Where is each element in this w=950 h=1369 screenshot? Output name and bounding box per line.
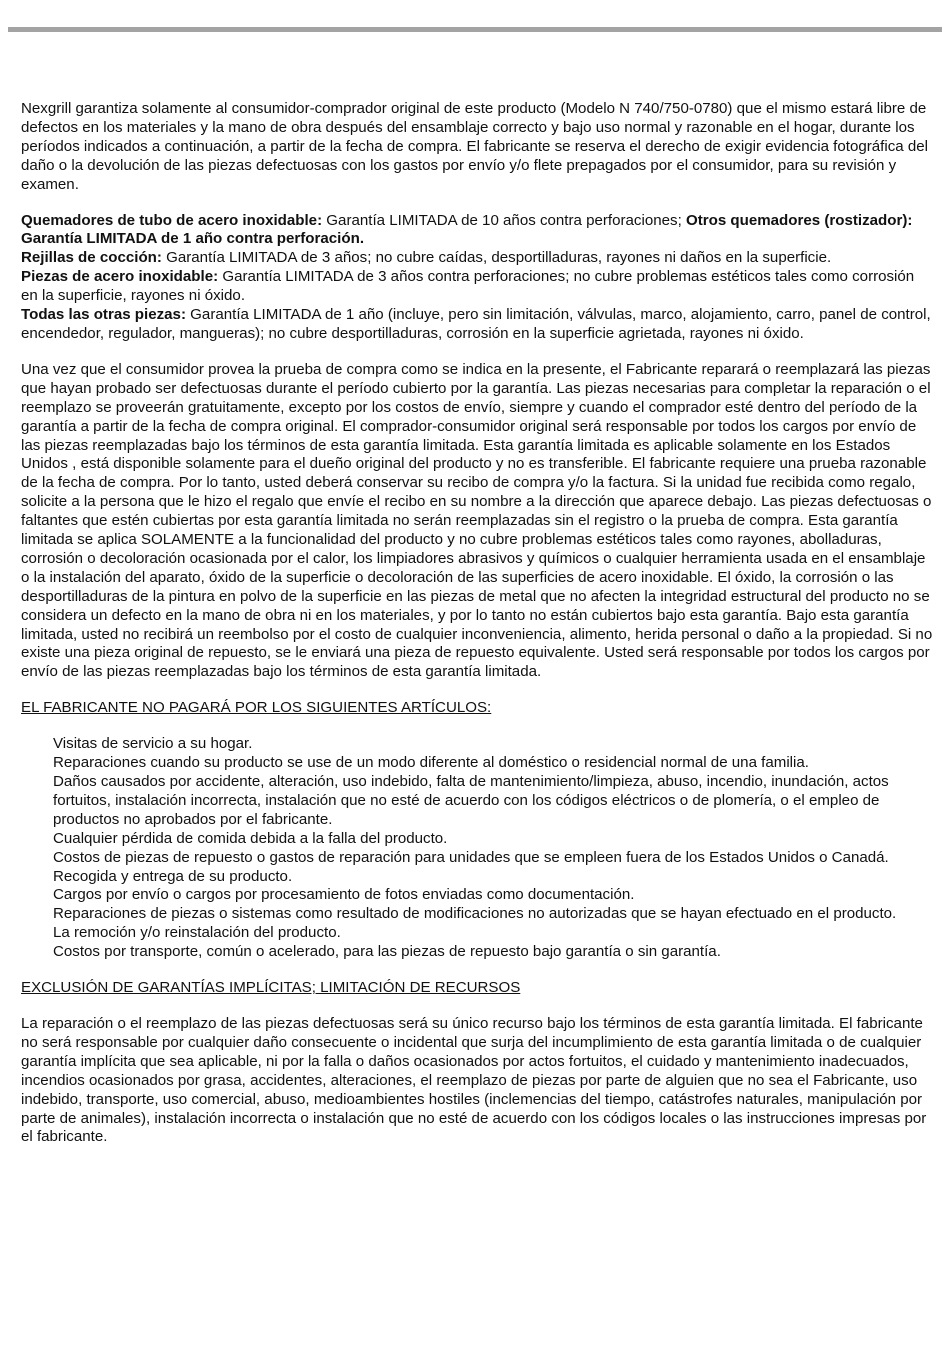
warranty-terms-paragraph: Una vez que el consumidor provea la prueba de compra como se indica en la presente, el Fabricante reparará o reemplazará las piezas que hayan probado ser defectuosas durante el período cubierto por la garantía. Las piezas necesarias para completar la reparación o el reemplazo se proveerán gratuitamente, excepto por los costos de envío, siempre y cuando el comprador esté dentro del período de la garantía a partir de la fecha de compra original. El comprador-consumidor original será responsable por todos los cargos por envío de las piezas reemplazadas bajo los términos de esta garantía limitada. Esta garantía limitada es aplicable solamente en los Estados Unidos , está disponible solamente para el dueño original del producto y no es transferible. El fabricante requiere una prueba razonable de la fecha de compra. Por lo tanto, usted deberá conservar su recibo de compra y/o la factura. Si la unidad fue recibida como regalo, solicite a la persona que le hizo el regalo que envíe el recibo en su nombre a la dirección que aparece debajo. Las piezas defectuosas o faltantes que estén cubiertas por esta garantía limitada no serán reemplazadas sin el registro o la prueba de compra. Esta garantía limitada se aplica SOLAMENTE a la funcionalidad del producto y no cubre problemas estéticos tales como rayones, abolladuras, corrosión o decoloración ocasionada por el calor, los limpiadores abrasivos y químicos o cualquier herramienta usada en el ensamblaje o la instalación del aparato, óxido de la superficie o decoloración de las superficies de acero inoxidable. El óxido, la corrosión o las desportilladuras de la pintura en polvo de la superficie en las piezas de metal que no afecten la integridad estructural del producto no se considera un defecto en la mano de obra ni en los materiales, y por lo tanto no están cubiertos bajo esta garantía. Bajo esta garantía limitada, usted no recibirá un reembolso por el costo de cualquier inconveniencia, alimento, herida personal o daño a la propiedad. Si no existe una pieza original de repuesto, se le enviará una pieza de repuesto equivalente. Usted será responsable por todos los cargos por envío de las piezas reemplazadas bajo los términos de esta garantía limitada. [21, 360, 933, 681]
top-divider [8, 27, 942, 32]
not-covered-heading: EL FABRICANTE NO PAGARÁ POR LOS SIGUIENTES ARTÍCULOS: [21, 699, 492, 717]
list-item: Recogida y entrega de su producto. [53, 867, 293, 885]
list-item: Reparaciones cuando su producto se use de un modo diferente al doméstico o residencial normal de una familia. [53, 754, 809, 772]
exclusion-heading: EXCLUSIÓN DE GARANTÍAS IMPLÍCITAS; LIMITACIÓN DE RECURSOS [21, 979, 521, 997]
coverage-burners-label: Quemadores de tubo de acero inoxidable: [21, 211, 323, 229]
spacer [21, 962, 933, 979]
coverage-burners-text: Garantía LIMITADA de 10 años contra perforaciones; [322, 211, 686, 229]
coverage-stainless-text: Garantía LIMITADA de 3 años contra perforaciones; no cubre problemas estéticos tales como corrosión en la superficie, rayones ni óxido. [21, 268, 915, 305]
coverage-burners [21, 212, 933, 250]
coverage-rotisserie: Otros quemadores (rostizador): Garantía LIMITADA de 1 año contra perforación. [21, 211, 913, 248]
list-item: Daños causados por accidente, alteración, uso indebido, falta de mantenimiento/limpieza, abuso, incendio, inundación, actos fortuitos, instalación incorrecta, instalación que no esté de acuerdo con los códigos eléctricos o de plomería, o el empleo de productos no aprobados por el fabricante. [53, 773, 889, 828]
coverage-stainless [21, 268, 933, 306]
warranty-intro-paragraph: Nexgrill garantiza solamente al consumidor-comprador original de este producto (Modelo N 740/750-0780) que el mismo estará libre de defectos en los materiales y la mano de obra después del ensamblaje correcto y bajo uso normal y razonable en el hogar, durante los períodos indicados a continuación, a partir de la fecha de compra. El fabricante se reserva el derecho de exigir evidencia fotográfica del daño o la devolución de las piezas defectuosas con los gastos por envío y/o flete prepagados por el consumidor, para su revisión y examen. [21, 100, 928, 193]
list-item: Costos por transporte, común o acelerado, para las piezas de repuesto bajo garantía o sin garantía. [53, 943, 721, 961]
spacer [21, 718, 933, 735]
coverage-other-text: Garantía LIMITADA de 1 año (incluye, pero sin limitación, válvulas, marco, alojamiento, carro, panel de control, encendedor, regulador, mangueras); no cubre desportilladuras, corrosión en la superficie agrietada, rayones ni óxido. [21, 306, 931, 342]
list-item: Reparaciones de piezas o sistemas como resultado de modificaciones no autorizadas que se hayan efectuado en el producto. [53, 905, 897, 923]
coverage-other-label: Todas las otras piezas: [21, 306, 186, 324]
list-item: Cualquier pérdida de comida debida a la falla del producto. [53, 829, 448, 847]
not-covered-list [21, 735, 933, 962]
spacer [21, 195, 933, 212]
spacer [21, 682, 933, 699]
list-item: Costos de piezas de repuesto o gastos de reparación para unidades que se empleen fuera de los Estados Unidos o Canadá. [53, 848, 889, 866]
list-item: Cargos por envío o cargos por procesamiento de fotos enviadas como documentación. [53, 886, 635, 904]
exclusion-paragraph: La reparación o el reemplazo de las piezas defectuosas será su único recurso bajo los términos de esta garantía limitada. El fabricante no será responsable por cualquier daño consecuente o incidental que surja del incumplimiento de esta garantía limitada o de cualquier garantía implícita que sea aplicable, ni por la falla o daños ocasionados por actos fortuitos, el cuidado y mantenimiento inadecuados, incendios ocasionados por grasa, accidentes, alteraciones, el reemplazo de piezas por parte de alguien que no sea el Fabricante, uso indebido, transporte, uso comercial, abuso, medioambientes hostiles (inclemencias del tiempo, catástrofes naturales, manipulación por parte de animales), instalación incorrecta o instalación que no esté de acuerdo con los códigos locales o las instrucciones impresas por el fabricante. [21, 1014, 927, 1146]
warranty-document [21, 100, 933, 1147]
coverage-other-parts [21, 306, 933, 344]
list-item: Visitas de servicio a su hogar. [53, 735, 253, 753]
coverage-stainless-label: Piezas de acero inoxidable: [21, 268, 219, 286]
coverage-grates [21, 249, 933, 268]
coverage-grates-text: Garantía LIMITADA de 3 años; no cubre caídas, desportilladuras, rayones ni daños en la superficie. [161, 249, 832, 267]
spacer [21, 344, 933, 361]
coverage-grates-label: Rejillas de cocción: [21, 249, 162, 267]
spacer [21, 998, 933, 1015]
list-item: La remoción y/o reinstalación del producto. [53, 924, 341, 942]
